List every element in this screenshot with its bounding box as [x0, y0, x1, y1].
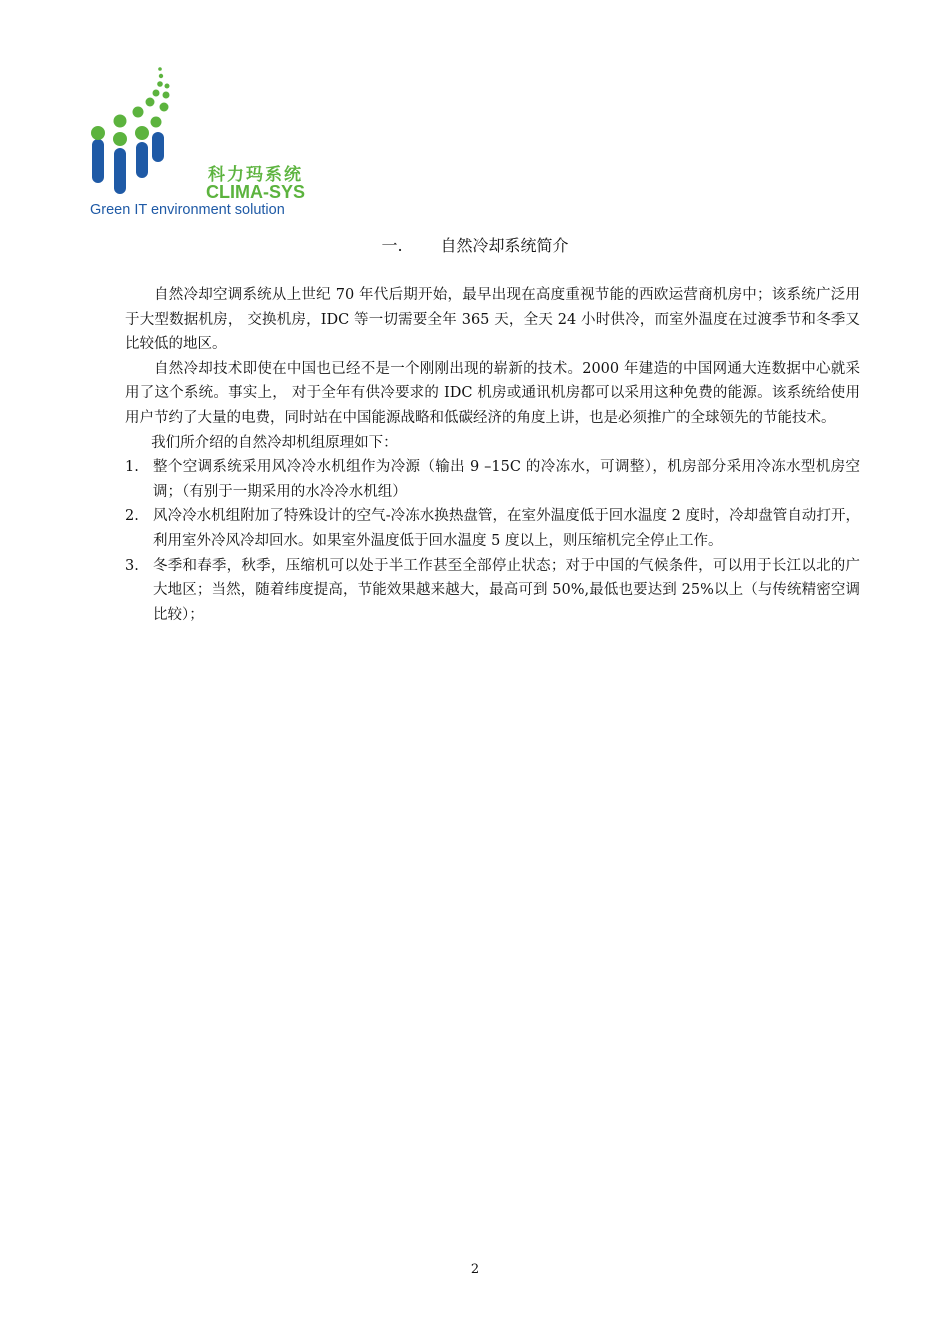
- logo-dots-icon: [88, 64, 208, 199]
- logo-name-en: CLIMA-SYS: [206, 182, 305, 202]
- list-item-number: 1.: [125, 459, 139, 476]
- list-item: [125, 554, 860, 628]
- document-body: [125, 283, 860, 627]
- principle-list: [125, 455, 860, 627]
- page-number: 2: [470, 1262, 480, 1277]
- list-item: [125, 504, 860, 553]
- list-item: [125, 455, 860, 504]
- paragraph-1: 自然冷却空调系统从上世纪 70 年代后期开始，最早出现在高度重视节能的西欧运营商机房中；该系统广泛用于大型数据机房， 交换机房，IDC 等一切需要全年 365 天，全天 24 小时供冷，而室外温度在过渡季节和冬季又比较低的地区。: [125, 287, 860, 353]
- list-intro: 我们所介绍的自然冷却机组原理如下：: [151, 434, 398, 451]
- list-item-number: 3.: [125, 557, 139, 574]
- list-item-text: 整个空调系统采用风冷冷水机组作为冷源（输出 9 –15C 的冷冻水，可调整），机房部分采用冷冻水型机房空调；（有别于一期采用的水冷冷水机组）: [153, 459, 860, 500]
- section-heading: [0, 233, 950, 256]
- logo-name-cn: 科力玛系统: [208, 165, 303, 185]
- logo-tagline: Green IT environment solution: [90, 202, 285, 218]
- section-number: 一.: [381, 236, 403, 255]
- company-logo: [88, 64, 318, 224]
- list-item-text: 风冷冷水机组附加了特殊设计的空气-冷冻水换热盘管，在室外温度低于回水温度 2 度时，冷却盘管自动打开，利用室外冷风冷却回水。如果室外温度低于回水温度 5 度以上，则压缩机完全停止工作。: [153, 508, 860, 549]
- paragraph-2: 自然冷却技术即使在中国也已经不是一个刚刚出现的崭新的技术。2000 年建造的中国网通大连数据中心就采用了这个系统。事实上， 对于全年有供冷要求的 IDC 机房或通讯机房都可以采用这种免费的能源。该系统给使用用户节约了大量的电费，同时站在中国能源战略和低碳经济的角度上讲，也是必须推广的全球领先的节能技术。: [125, 360, 860, 426]
- list-item-number: 2.: [125, 508, 139, 525]
- section-title: 自然冷却系统简介: [440, 236, 569, 255]
- list-item-text: 冬季和春季，秋季，压缩机可以处于半工作甚至全部停止状态；对于中国的气候条件，可以用于长江以北的广大地区；当然，随着纬度提高，节能效果越来越大，最高可到 50%,最低也要达到 25%以上（与传统精密空调比较）；: [153, 557, 860, 623]
